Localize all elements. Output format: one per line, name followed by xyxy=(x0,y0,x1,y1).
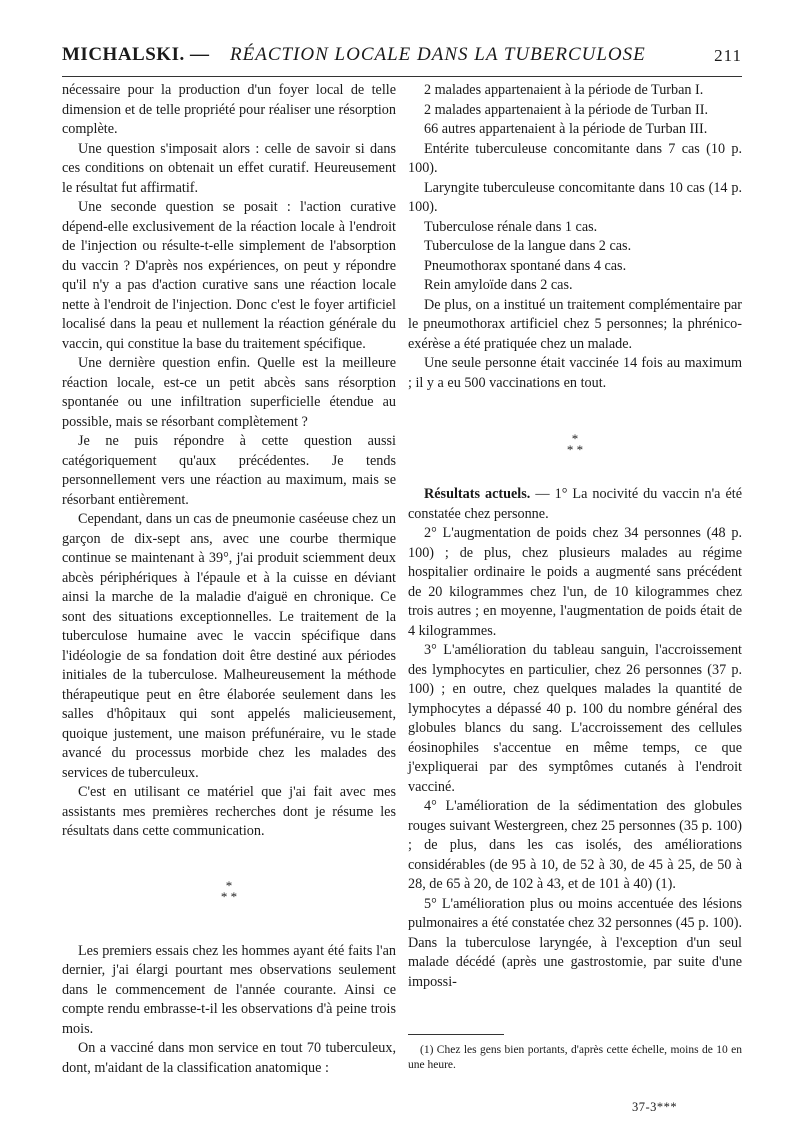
classification-item: Tuberculose rénale dans 1 cas. xyxy=(424,218,598,235)
results-heading: Résultats actuels. xyxy=(424,486,531,502)
footnote-area xyxy=(408,1034,742,1085)
classification-item: Rein amyloïde dans 2 cas. xyxy=(424,277,573,293)
left-paragraph-9: On a vacciné dans mon service en tout 70 tuberculeux, dont, m'aidant de la classification anatomique : xyxy=(62,1040,396,1076)
right-column xyxy=(408,81,742,992)
classification-item: 2 malades appartenaient à la période de Turban II. xyxy=(424,101,709,118)
separator-star-top: * xyxy=(571,431,579,446)
classification-item: 66 autres appartenaient à la période de Turban III. xyxy=(424,121,708,137)
right-paragraph-complement: De plus, on a institué un traitement complémentaire par le pneumothorax artificiel chez 5 personnes; la phrénico-exérèse a été pratiquée chez un malade. xyxy=(408,296,742,352)
left-column xyxy=(62,81,396,1078)
results-paragraph-5: 5° L'amélioration plus ou moins accentuée des lésions pulmonaires a été constatée chez 32 personnes (45 p. 100). Dans la tuberculose laryngée, à l'exception d'un seul malade décédé (après une gastrostomie, par suite d'une impossi- xyxy=(408,895,742,990)
footnote: (1) Chez les gens bien portants, d'après cette échelle, moins de 10 en une heure. xyxy=(408,1044,742,1071)
running-header xyxy=(62,40,742,77)
separator-star-bottom: * * xyxy=(566,442,584,457)
section-separator-right xyxy=(408,433,742,459)
separator-star-top: * xyxy=(225,877,233,893)
results-paragraph-2: 2° L'augmentation de poids chez 34 personnes (48 p. 100) ; de plus, chez plusieurs malades au régime hospitalier ordinaire le poids a augmenté sans précédent de 20 kilogrammes chez l'un, de 10 kilogrammes chez trois autres ; en moyenne, l'augmentation de poids était de 4 kilogrammes. xyxy=(408,525,742,639)
separator-star-bottom: * * xyxy=(220,888,238,904)
left-paragraph-4: Une dernière question enfin. Quelle est la meilleure réaction locale, est-ce un petit abcès sans résorption spontanée ou une infiltration superficielle étendue au possible, mais se résorbant complètement ? xyxy=(62,355,396,430)
printer-signature: 37-3*** xyxy=(632,1100,678,1114)
page-number: 211 xyxy=(714,46,742,65)
header-author: MICHALSKI. — xyxy=(62,44,210,65)
left-paragraph-6: Cependant, dans un cas de pneumonie caséeuse chez un garçon de dix-sept ans, avec une courbe thermique continue se maintenant à 39°, j'ai produit sciemment deux abcès périphériques à l'épaule et à la cuisse en déviant ainsi la marche de la maladie d'aiguë en chronique. Ce sont des situations exceptionnelles. Le traitement de la tuberculose humaine avec le vaccin spécifique dans l'idéologie de sa fondation doit être destiné aux périodes initiales de la tuberculose. Malheureusement la méthode thérapeutique peut en être élaborée seulement dans les salles d'hôpitaux qui sont appelés malicieusement, quoique justement, une maison préfunéraire, vu le stade avancé du processus morbide chez les malades des services de tuberculeux. xyxy=(62,511,396,781)
results-paragraph-1 xyxy=(408,485,742,524)
left-paragraph-1: nécessaire pour la production d'un foyer local de telle dimension et de telle propriété pour réaliser une résorption complète. xyxy=(62,82,396,137)
results-first-text: — 1° La nocivité du vaccin n'a été constatée chez personne. xyxy=(408,486,742,522)
classification-item: Pneumothorax spontané dans 4 cas. xyxy=(424,257,627,274)
header-title: RÉACTION LOCALE DANS LA TUBERCULOSE xyxy=(230,44,646,65)
left-paragraph-2: Une question s'imposait alors : celle de savoir si dans ces conditions on obtenait un effet curatif. Heureusement le résultat fut affirmatif. xyxy=(62,140,396,196)
left-paragraph-8: Les premiers essais chez les hommes ayant été faits l'an dernier, j'ai élargi pourtant mes observations seulement dans le commencement de l'année courante. Ainsi ce compte rendu embrasse-t-il les observations d'à peine trois mois. xyxy=(62,942,396,1037)
results-paragraph-4: 4° L'amélioration de la sédimentation des globules rouges suivant Westergreen, chez 25 personnes (35 p. 100) ; de plus, dans les cas isolés, des améliorations considérables (de 95 à 10, de 52 à 30, de 45 à 25, de 50 à 28, de 65 à 20, de 102 à 43, et de 101 à 40) (1). xyxy=(408,798,742,892)
left-paragraph-5: Je ne puis répondre à cette question aussi catégoriquement qu'aux précédentes. Je tends personnellement vers une réaction au maximum, mais se résorbant entièrement. xyxy=(62,433,396,508)
footnote-rule xyxy=(408,1034,504,1035)
classification-item: 2 malades appartenaient à la période de Turban I. xyxy=(424,82,704,98)
right-paragraph-vaccinations: Une seule personne était vaccinée 14 fois au maximum ; il y a eu 500 vaccinations en tout. xyxy=(408,355,742,391)
left-paragraph-7: C'est en utilisant ce matériel que j'ai fait avec mes assistants mes premières recherches dont je résume les résultats dans cette communication. xyxy=(62,784,396,839)
section-separator-left xyxy=(62,877,396,906)
classification-item: Entérite tuberculeuse concomitante dans 7 cas (10 p. 100). xyxy=(408,140,742,176)
results-paragraph-3: 3° L'amélioration du tableau sanguin, l'accroissement des lymphocytes en particulier, chez 26 personnes (37 p. 100) ; en outre, chez quelques malades la quantité de lymphocytes a dépassé 40 p. 100 du nombre général des globules blancs du sang. L'accroissement des cellules éosinophiles s'accentue en même temps, ce que j'expliquerai par des symptômes cutanés à l'endroit vacciné. xyxy=(408,642,742,795)
classification-item: Laryngite tuberculeuse concomitante dans 10 cas (14 p. 100). xyxy=(408,179,742,215)
classification-item: Tuberculose de la langue dans 2 cas. xyxy=(424,238,632,254)
left-paragraph-3: Une seconde question se posait : l'action curative dépend-elle exclusivement de la réaction locale à l'endroit de l'injection ou résulte-t-elle simplement de l'absorption du vaccin ? D'après nos expériences, on peut y répondre qu'il n'y a pas d'action curative sans une réaction locale nette à l'endroit de l'injection. Donc c'est le foyer artificiel localisé dans la peau et nullement la réaction générale du vaccin, qui constitue la base du traitement spécifique. xyxy=(62,199,396,352)
